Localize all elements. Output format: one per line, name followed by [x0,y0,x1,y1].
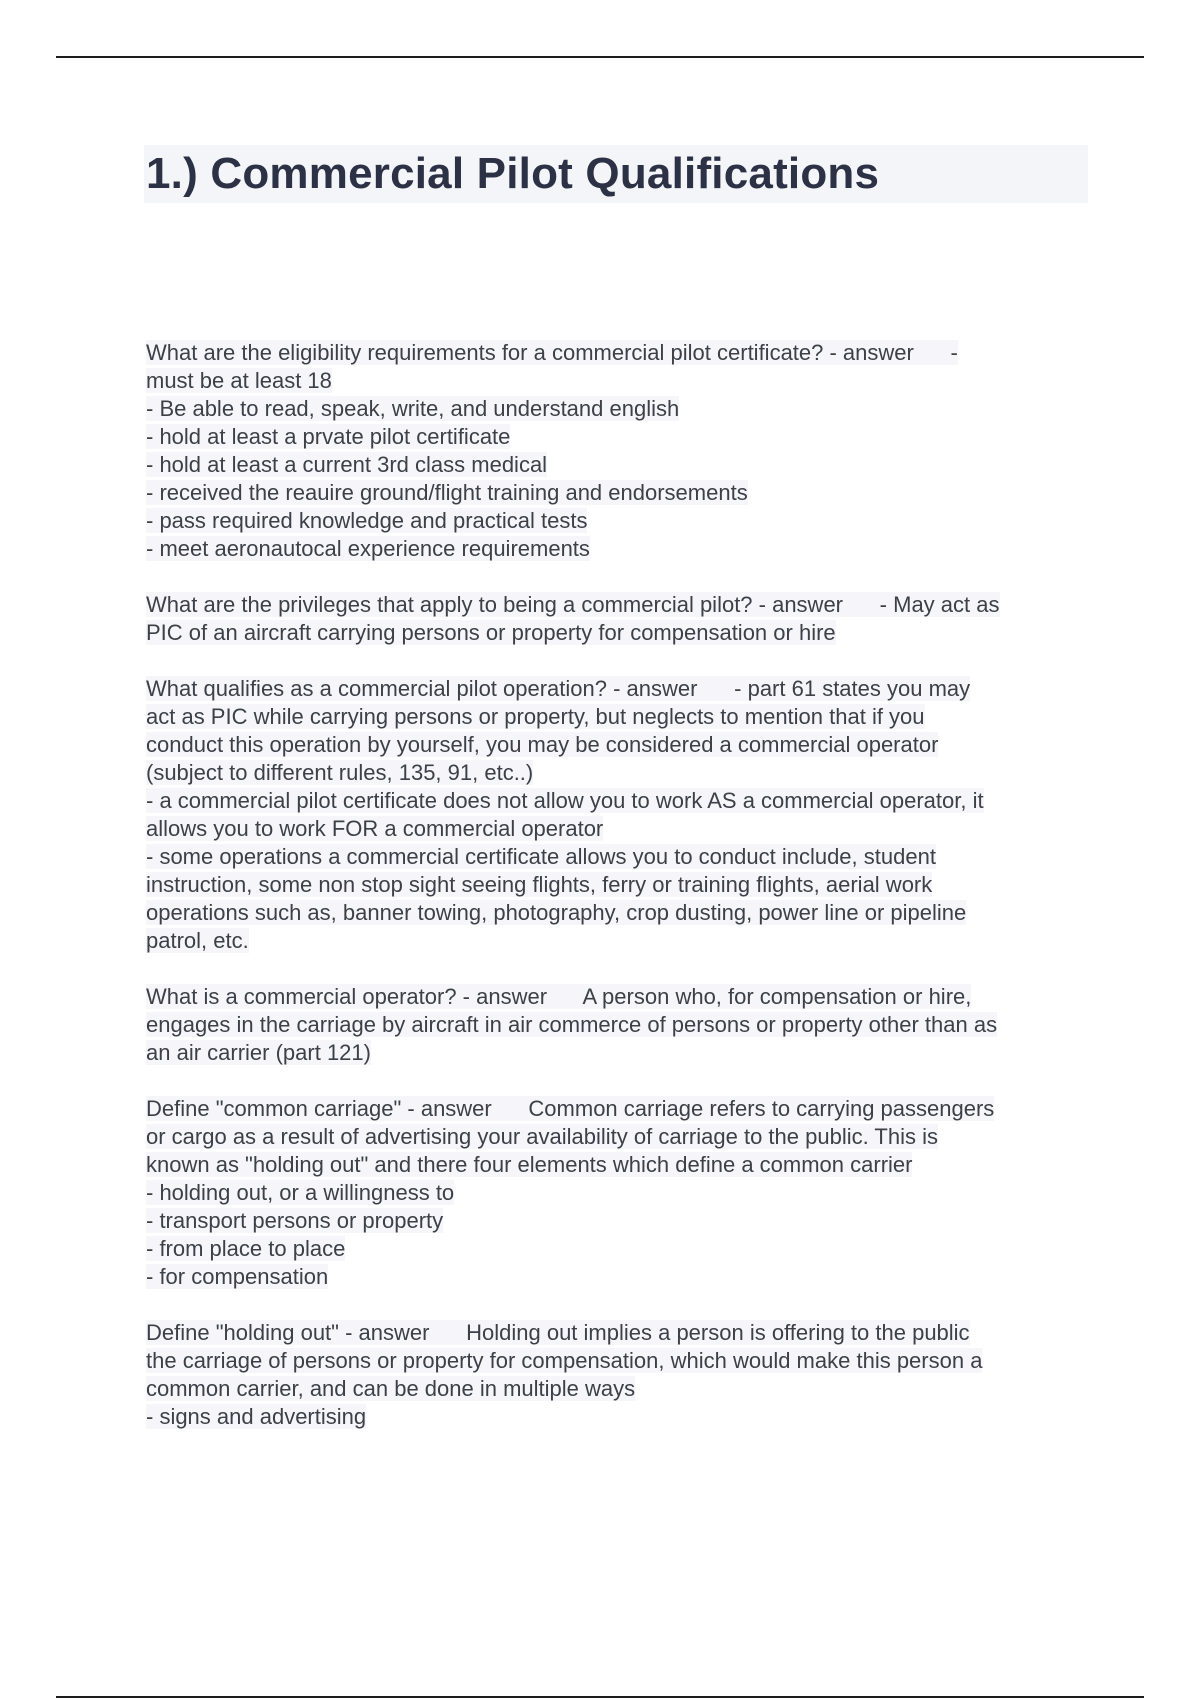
qa-item-eligibility [146,339,1090,563]
qa-item-commercial-operator [146,983,1090,1067]
top-rule [56,56,1144,58]
text-line: (subject to different rules, 135, 91, etc..) [146,760,534,785]
text-line: PIC of an aircraft carrying persons or property for compensation or hire [146,620,836,645]
text-line: What are the privileges that apply to being a commercial pilot? - answer - May act as [146,592,1000,617]
text-line: - pass required knowledge and practical tests [146,508,588,533]
text-line: - a commercial pilot certificate does not allow you to work AS a commercial operator, it [146,788,984,813]
text-line: an air carrier (part 121) [146,1040,371,1065]
text-line: or cargo as a result of advertising your availability of carriage to the public. This is [146,1124,938,1149]
text-line: What qualifies as a commercial pilot operation? - answer - part 61 states you may [146,676,971,701]
document-body [146,339,1090,1459]
qa-item-commercial-operation [146,675,1090,955]
text-line: allows you to work FOR a commercial operator [146,816,604,841]
text-line: known as "holding out" and there four elements which define a common carrier [146,1152,913,1177]
text-line: act as PIC while carrying persons or property, but neglects to mention that if you [146,704,925,729]
qa-item-common-carriage [146,1095,1090,1291]
text-line: patrol, etc. [146,928,249,953]
page-title: 1.) Commercial Pilot Qualifications [146,149,880,198]
text-line: - some operations a commercial certificate allows you to conduct include, student [146,844,936,869]
text-line: - hold at least a prvate pilot certificate [146,424,511,449]
text-line: - received the reauire ground/flight training and endorsements [146,480,748,505]
text-line: - Be able to read, speak, write, and understand english [146,396,680,421]
text-line: engages in the carriage by aircraft in air commerce of persons or property other than as [146,1012,998,1037]
qa-item-holding-out [146,1319,1090,1431]
text-line: - meet aeronautocal experience requirements [146,536,590,561]
text-line: operations such as, banner towing, photography, crop dusting, power line or pipeline [146,900,967,925]
text-line: What are the eligibility requirements for a commercial pilot certificate? - answer - [146,340,958,365]
text-line: common carrier, and can be done in multiple ways [146,1376,636,1401]
text-line: What is a commercial operator? - answer A person who, for compensation or hire, [146,984,972,1009]
text-line: - hold at least a current 3rd class medical [146,452,548,477]
qa-item-privileges [146,591,1090,647]
text-line: must be at least 18 [146,368,332,393]
text-line: Define "common carriage" - answer Common carriage refers to carrying passengers [146,1096,995,1121]
text-line: conduct this operation by yourself, you may be considered a commercial operator [146,732,939,757]
text-line: - from place to place [146,1236,346,1261]
text-line: the carriage of persons or property for compensation, which would make this person a [146,1348,983,1373]
bottom-rule [56,1696,1144,1698]
text-line: Define "holding out" - answer Holding out implies a person is offering to the public [146,1320,970,1345]
text-line: - holding out, or a willingness to [146,1180,455,1205]
text-line: - signs and advertising [146,1404,367,1429]
text-line: - transport persons or property [146,1208,444,1233]
text-line: instruction, some non stop sight seeing flights, ferry or training flights, aerial work [146,872,933,897]
text-line: - for compensation [146,1264,329,1289]
